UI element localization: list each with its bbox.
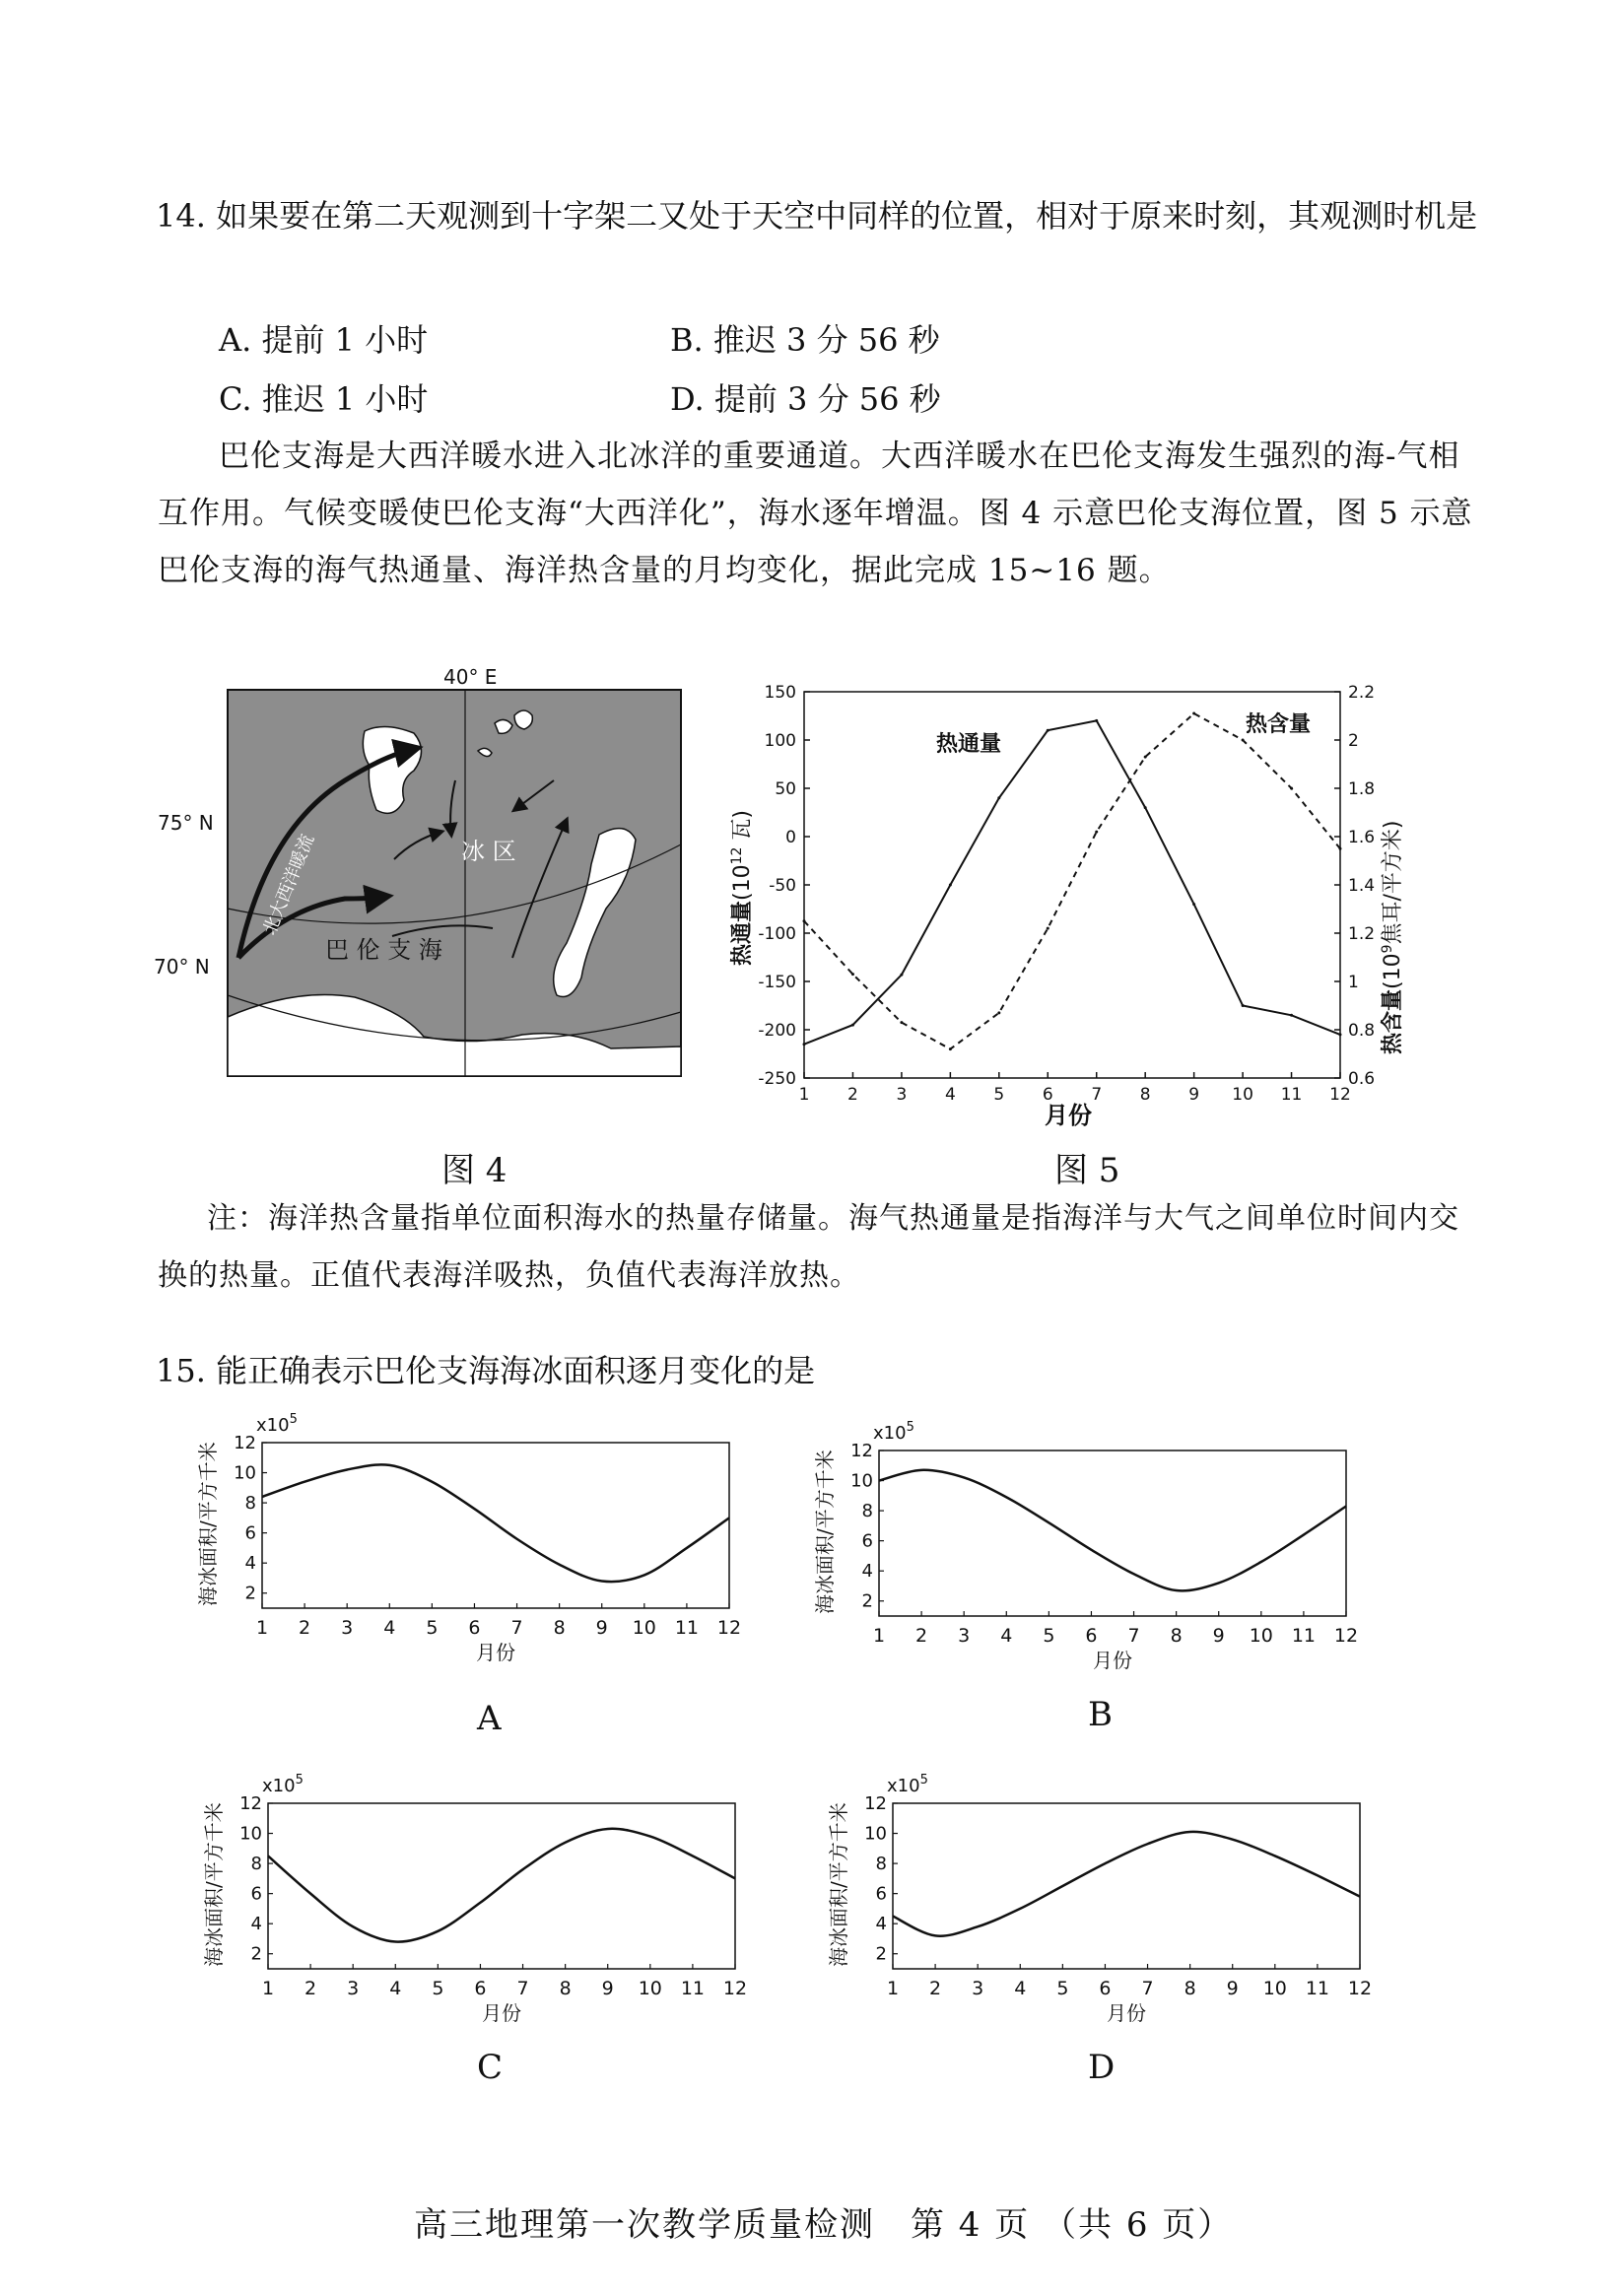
fig5-left-tick-label: 150: [764, 683, 796, 703]
fig5-left-tick-label: -50: [769, 876, 796, 896]
y-axis-label: 海冰面积/平方千米: [813, 1450, 837, 1614]
question-14-stem: 14. 如果要在第二天观测到十字架二又处于天空中同样的位置，相对于原来时刻，其观测时机是: [156, 197, 1478, 235]
fig5-right-tick-label: 1.8: [1348, 779, 1376, 799]
figure-4-map: [148, 662, 700, 1096]
fig5-x-tick-label: 11: [1280, 1085, 1303, 1105]
y-tick-label: 8: [875, 1854, 887, 1875]
chart-frame: [879, 1451, 1346, 1616]
intro-text: 巴伦支海是大西洋暖水进入北冰洋的重要通道。大西洋暖水在巴伦支海发生强烈的海-气相互作用。气候变暖使巴伦支海“大西洋化”，海水逐年增温。图 4 示意巴伦支海位置，图 5 示意巴伦支海的海气热通量、海洋热含量的月均变化，据此完成 15~16 题。: [158, 439, 1473, 588]
fig5-right-tick-label: 0.8: [1348, 1021, 1376, 1041]
x-tick-label: 8: [1170, 1625, 1183, 1647]
y-tick-label: 2: [861, 1590, 873, 1612]
x-tick-label: 12: [1347, 1978, 1373, 1999]
x-tick-label: 11: [1305, 1978, 1330, 1999]
sea-ice-curve: [262, 1464, 729, 1582]
figure-5-caption: 图 5: [1054, 1151, 1120, 1190]
chart-frame: [893, 1803, 1360, 1969]
fig5-left-tick-label: -100: [758, 924, 796, 944]
x-axis-label: 月份: [476, 1641, 515, 1664]
y-multiplier: $x10^5$: [262, 1773, 304, 1796]
x-axis-label: 月份: [1107, 2001, 1146, 2025]
q14-option-c[interactable]: C. 推迟 1 小时: [219, 380, 429, 418]
fig5-content-point: [1095, 831, 1098, 834]
fig5-right-tick-label: 1.2: [1348, 924, 1376, 944]
label-40e: 40° E: [443, 665, 498, 689]
intro-paragraph: [158, 428, 1478, 599]
fig5-left-axis-label: 热通量($10^{12}$ 瓦): [729, 810, 755, 966]
x-tick-label: 4: [383, 1617, 396, 1639]
fig5-flux-series-label: 热通量: [936, 732, 1002, 757]
x-tick-label: 10: [1249, 1625, 1273, 1647]
x-tick-label: 5: [1056, 1978, 1069, 1999]
x-tick-label: 5: [432, 1978, 444, 1999]
fig5-right-tick-label: 1.6: [1348, 828, 1376, 847]
fig5-series-heat-flux: [804, 720, 1340, 1044]
y-axis-label: 海冰面积/平方千米: [827, 1802, 850, 1967]
fig5-content-point: [997, 1011, 1000, 1014]
label-75n: 75° N: [158, 811, 214, 835]
y-tick-label: 12: [864, 1793, 887, 1814]
option-a-chart[interactable]: [187, 1399, 759, 1695]
fig5-x-tick-label: 7: [1091, 1085, 1103, 1105]
fig5-right-tick-label: 2: [1348, 731, 1359, 751]
fig5-left-tick-label: -150: [758, 973, 796, 992]
y-tick-label: 4: [861, 1561, 873, 1583]
note-paragraph: [158, 1190, 1478, 1305]
x-tick-label: 4: [1000, 1625, 1013, 1647]
x-tick-label: 10: [1262, 1978, 1287, 1999]
label-ice-zone: 冰 区: [461, 838, 516, 865]
question-15-stem: 15. 能正确表示巴伦支海海冰面积逐月变化的是: [156, 1352, 816, 1389]
x-tick-label: 3: [347, 1978, 360, 1999]
x-axis-label: 月份: [482, 2001, 521, 2025]
y-tick-label: 2: [244, 1583, 256, 1604]
fig5-x-tick-label: 10: [1232, 1085, 1253, 1105]
q14-option-a[interactable]: A. 提前 1 小时: [219, 321, 429, 359]
y-tick-label: 2: [250, 1943, 262, 1965]
y-tick-label: 6: [250, 1883, 262, 1905]
x-tick-label: 12: [1333, 1625, 1359, 1647]
option-c-chart[interactable]: [193, 1760, 765, 2056]
fig5-plot-frame: [804, 692, 1340, 1078]
fig5-x-tick-label: 5: [993, 1085, 1005, 1105]
figure-5-chart: [719, 670, 1409, 1133]
figure-4-caption: 图 4: [441, 1151, 508, 1190]
fig5-x-tick-label: 12: [1329, 1085, 1351, 1105]
option-b-chart[interactable]: [804, 1407, 1376, 1703]
y-tick-label: 4: [250, 1914, 262, 1935]
x-tick-label: 2: [915, 1625, 928, 1647]
x-tick-label: 11: [680, 1978, 706, 1999]
label-warm-current: 北大西洋暖流: [259, 831, 319, 938]
fig5-left-tick-label: 50: [775, 779, 796, 799]
y-multiplier: $x10^5$: [873, 1420, 914, 1444]
fig5-x-tick-label: 4: [944, 1085, 956, 1105]
y-tick-label: 12: [234, 1433, 256, 1453]
fig5-x-tick-label: 2: [847, 1085, 858, 1105]
sea-ice-curve: [893, 1832, 1360, 1936]
x-tick-label: 6: [474, 1978, 487, 1999]
x-tick-label: 8: [1184, 1978, 1196, 1999]
x-tick-label: 1: [872, 1625, 886, 1647]
y-tick-label: 8: [250, 1854, 262, 1875]
fig5-left-tick-label: -200: [758, 1021, 796, 1041]
x-tick-label: 5: [426, 1617, 439, 1639]
note-text: 注：海洋热含量指单位面积海水的热量存储量。海气热通量是指海洋与大气之间单位时间内交换的热量。正值代表海洋吸热，负值代表海洋放热。: [158, 1201, 1459, 1293]
x-tick-label: 9: [595, 1617, 608, 1639]
fig5-x-tick-label: 8: [1139, 1085, 1151, 1105]
y-tick-label: 2: [875, 1943, 887, 1965]
x-tick-label: 1: [886, 1978, 900, 1999]
x-tick-label: 8: [559, 1978, 572, 1999]
y-tick-label: 6: [875, 1883, 887, 1905]
x-tick-label: 6: [1099, 1978, 1112, 1999]
x-tick-label: 2: [304, 1978, 317, 1999]
y-tick-label: 10: [864, 1823, 887, 1845]
x-tick-label: 1: [255, 1617, 269, 1639]
fig5-x-tick-label: 1: [798, 1085, 810, 1105]
x-tick-label: 12: [722, 1978, 748, 1999]
x-tick-label: 6: [1085, 1625, 1098, 1647]
y-axis-label: 海冰面积/平方千米: [202, 1802, 226, 1967]
y-tick-label: 6: [244, 1522, 256, 1544]
fig5-content-point: [1047, 927, 1049, 930]
y-multiplier: $x10^5$: [887, 1773, 928, 1796]
x-tick-label: 12: [716, 1617, 742, 1639]
x-tick-label: 7: [1141, 1978, 1154, 1999]
x-tick-label: 2: [929, 1978, 942, 1999]
x-tick-label: 11: [1291, 1625, 1317, 1647]
option-d-chart[interactable]: [818, 1760, 1389, 2056]
x-tick-label: 8: [553, 1617, 566, 1639]
x-tick-label: 4: [1014, 1978, 1027, 1999]
x-axis-label: 月份: [1093, 1649, 1132, 1672]
x-tick-label: 7: [510, 1617, 523, 1639]
x-tick-label: 10: [638, 1978, 662, 1999]
fig5-x-tick-label: 3: [896, 1085, 908, 1105]
fig5-content-series-label: 热含量: [1246, 712, 1312, 737]
sea-ice-curve: [879, 1470, 1346, 1591]
fig5-right-tick-label: 2.2: [1348, 683, 1376, 703]
y-tick-label: 12: [239, 1793, 262, 1814]
option-a-letter[interactable]: A: [477, 1699, 502, 1738]
x-tick-label: 9: [1226, 1978, 1239, 1999]
x-tick-label: 10: [632, 1617, 656, 1639]
x-tick-label: 3: [958, 1625, 971, 1647]
fig5-left-tick-label: -250: [758, 1069, 796, 1089]
q14-option-b[interactable]: B. 推迟 3 分 56 秒: [670, 321, 940, 359]
y-axis-label: 海冰面积/平方千米: [196, 1442, 220, 1606]
y-multiplier: $x10^5$: [256, 1412, 298, 1436]
label-70n: 70° N: [154, 955, 210, 978]
fig5-right-axis-label: 热含量($10^9$焦耳/平方米): [1380, 820, 1405, 1054]
x-tick-label: 7: [516, 1978, 529, 1999]
y-tick-label: 8: [861, 1501, 873, 1522]
x-tick-label: 1: [261, 1978, 275, 1999]
x-tick-label: 11: [674, 1617, 700, 1639]
x-tick-label: 2: [299, 1617, 311, 1639]
q14-option-d[interactable]: D. 提前 3 分 56 秒: [670, 380, 941, 418]
option-d-letter[interactable]: D: [1088, 2048, 1116, 2087]
x-tick-label: 3: [341, 1617, 354, 1639]
fig5-left-tick-label: 100: [764, 731, 796, 751]
option-b-letter[interactable]: B: [1088, 1695, 1113, 1734]
fig5-x-axis-label: 月份: [1045, 1102, 1092, 1129]
y-tick-label: 10: [850, 1470, 873, 1492]
fig5-series-heat-content: [804, 713, 1340, 1049]
page-footer: 高三地理第一次教学质量检测 第 4 页 （共 6 页）: [414, 2205, 1234, 2245]
x-tick-label: 7: [1127, 1625, 1140, 1647]
x-tick-label: 4: [389, 1978, 402, 1999]
fig5-x-tick-label: 6: [1042, 1085, 1053, 1105]
fig5-left-tick-label: 0: [785, 828, 796, 847]
y-tick-label: 4: [244, 1553, 256, 1575]
x-tick-label: 9: [1212, 1625, 1225, 1647]
y-tick-label: 8: [244, 1493, 256, 1515]
option-c-letter[interactable]: C: [477, 2048, 504, 2087]
x-tick-label: 9: [601, 1978, 614, 1999]
x-tick-label: 5: [1043, 1625, 1055, 1647]
x-tick-label: 6: [468, 1617, 481, 1639]
fig5-right-tick-label: 1: [1348, 973, 1359, 992]
label-barents-sea: 巴 伦 支 海: [325, 936, 442, 964]
y-tick-label: 10: [239, 1823, 262, 1845]
y-tick-label: 10: [234, 1462, 256, 1484]
fig5-right-tick-label: 0.6: [1348, 1069, 1376, 1089]
y-tick-label: 6: [861, 1530, 873, 1552]
fig5-x-tick-label: 9: [1188, 1085, 1200, 1105]
fig5-right-tick-label: 1.4: [1348, 876, 1376, 896]
y-tick-label: 4: [875, 1914, 887, 1935]
y-tick-label: 12: [850, 1441, 873, 1461]
x-tick-label: 3: [972, 1978, 984, 1999]
sea-ice-curve: [268, 1829, 735, 1942]
